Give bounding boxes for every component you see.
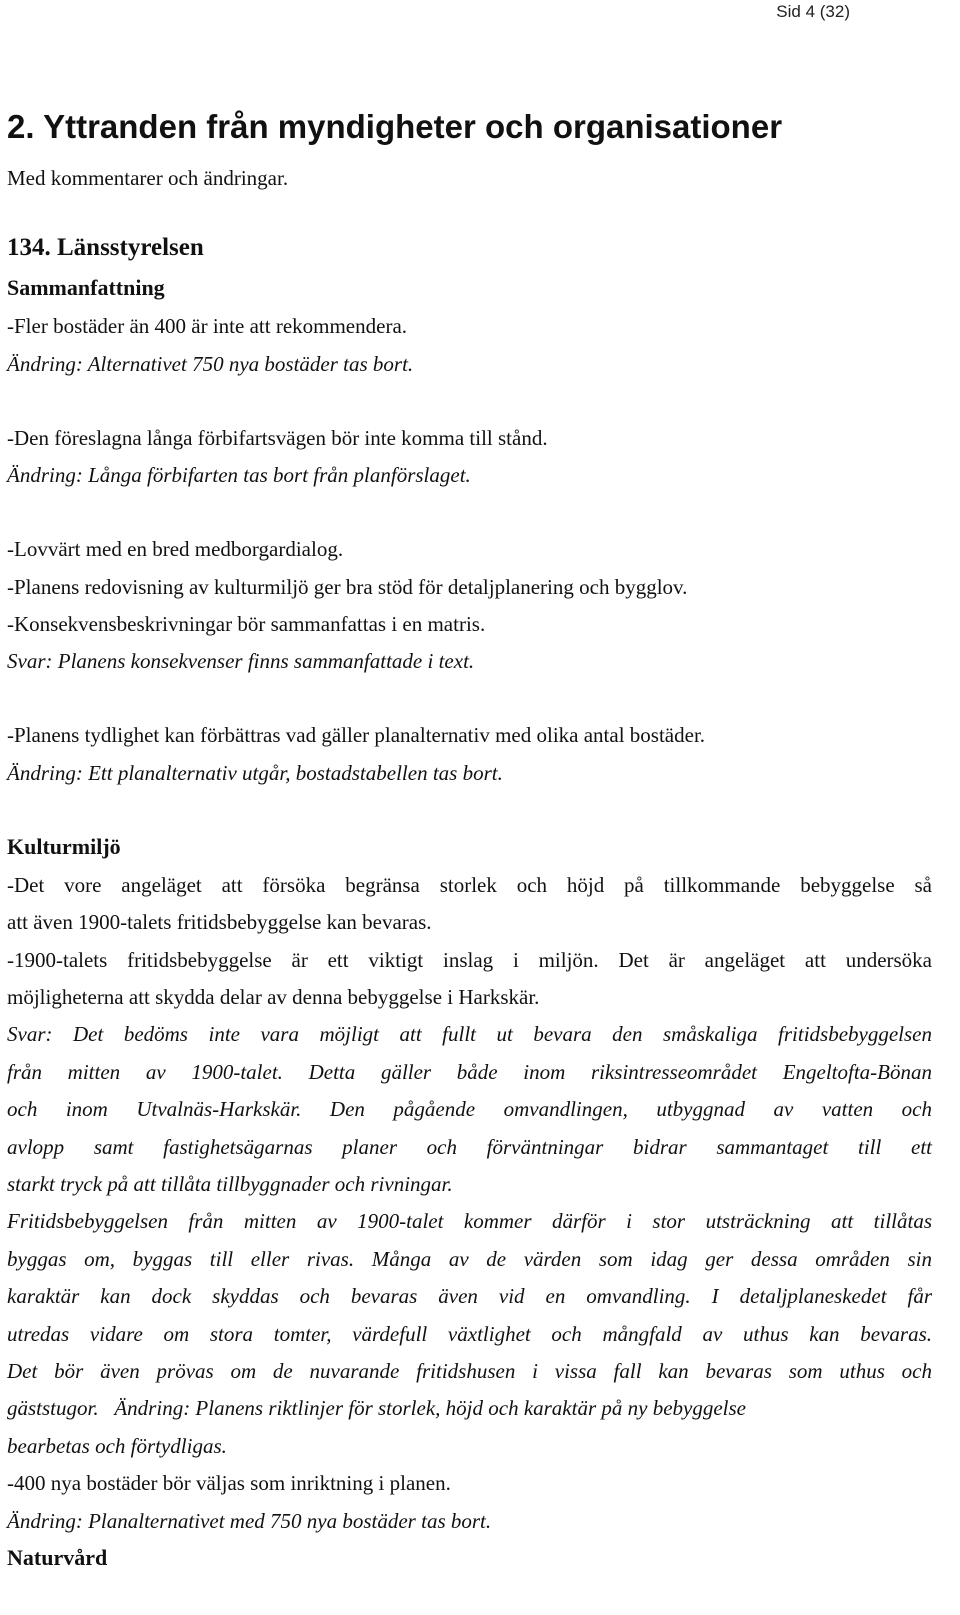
kulturmiljo-line: Fritidsbebyggelsen från mitten av 1900-talet kommer därför i stor utsträckning att tillåtas [7,1209,932,1233]
kulturmiljo-line: -400 nya bostäder bör väljas som inriktning i planen. [7,1471,451,1495]
naturvard-heading: Naturvård [7,1545,108,1570]
summary-heading: Sammanfattning [7,275,165,300]
summary-line: -Konsekvensbeskrivningar bör sammanfattas i en matris. [7,612,486,636]
kulturmiljo-line: karaktär kan dock skyddas och bevaras även vid en omvandling. I detaljplaneskedet får [7,1284,932,1308]
kulturmiljo-line: att även 1900-talets fritidsbebyggelse kan bevaras. [7,910,432,934]
section-title: 134. Länsstyrelsen [7,234,204,261]
kulturmiljo-heading: Kulturmiljö [7,834,121,859]
summary-line: Ändring: Ett planalternativ utgår, bostadstabellen tas bort. [7,761,503,785]
page-number: Sid 4 (32) [776,2,850,21]
page-heading: 2. Yttranden från myndigheter och organisationer [7,108,783,145]
kulturmiljo-line: och inom Utvalnäs-Harkskär. Den pågående omvandlingen, utbyggnad av vatten och [7,1097,932,1121]
summary-line: -Planens tydlighet kan förbättras vad gäller planalternativ med olika antal bostäder. [7,723,706,747]
kulturmiljo-line: avlopp samt fastighetsägarnas planer och förväntningar bidrar sammantaget till ett [7,1135,932,1159]
summary-line: -Den föreslagna långa förbifartsvägen bör inte komma till stånd. [7,426,548,450]
summary-line: Svar: Planens konsekvenser finns sammanfattade i text. [7,649,475,673]
kulturmiljo-line: -1900-talets fritidsbebyggelse är ett viktigt inslag i miljön. Det är angeläget att undersöka [7,948,932,972]
summary-line: -Fler bostäder än 400 är inte att rekommendera. [7,314,408,338]
summary-line: -Lovvärt med en bred medborgardialog. [7,537,344,561]
summary-line: Ändring: Långa förbifarten tas bort från planförslaget. [7,463,471,487]
kulturmiljo-line: Svar: Det bedöms inte vara möjligt att fullt ut bevara den småskaliga fritidsbebyggelsen [7,1022,932,1046]
kulturmiljo-line: från mitten av 1900-talet. Detta gäller både inom riksintresseområdet Engeltofta-Bönan [7,1060,932,1084]
kulturmiljo-line: starkt tryck på att tillåta tillbyggnader och rivningar. [7,1172,453,1196]
summary-line: -Planens redovisning av kulturmiljö ger bra stöd för detaljplanering och bygglov. [7,575,688,599]
kulturmiljo-line: bearbetas och förtydligas. [7,1434,227,1458]
kulturmiljo-line: utredas vidare om stora tomter, värdefull växtlighet och mångfald av uthus kan bevaras. [7,1322,932,1346]
kulturmiljo-line: byggas om, byggas till eller rivas. Många av de värden som idag ger dessa områden sin [7,1247,932,1271]
kulturmiljo-line: gäststugor. Ändring: Planens riktlinjer för storlek, höjd och karaktär på ny bebyggelse [7,1396,746,1420]
page-subheading: Med kommentarer och ändringar. [7,166,289,190]
kulturmiljo-line: Ändring: Planalternativet med 750 nya bostäder tas bort. [7,1509,492,1533]
kulturmiljo-line: Det bör även prövas om de nuvarande fritidshusen i vissa fall kan bevaras som uthus och [7,1359,932,1383]
kulturmiljo-line: möjligheterna att skydda delar av denna bebyggelse i Harkskär. [7,985,540,1009]
summary-line: Ändring: Alternativet 750 nya bostäder tas bort. [7,352,414,376]
kulturmiljo-line: -Det vore angeläget att försöka begränsa storlek och höjd på tillkommande bebyggelse så [7,873,932,897]
